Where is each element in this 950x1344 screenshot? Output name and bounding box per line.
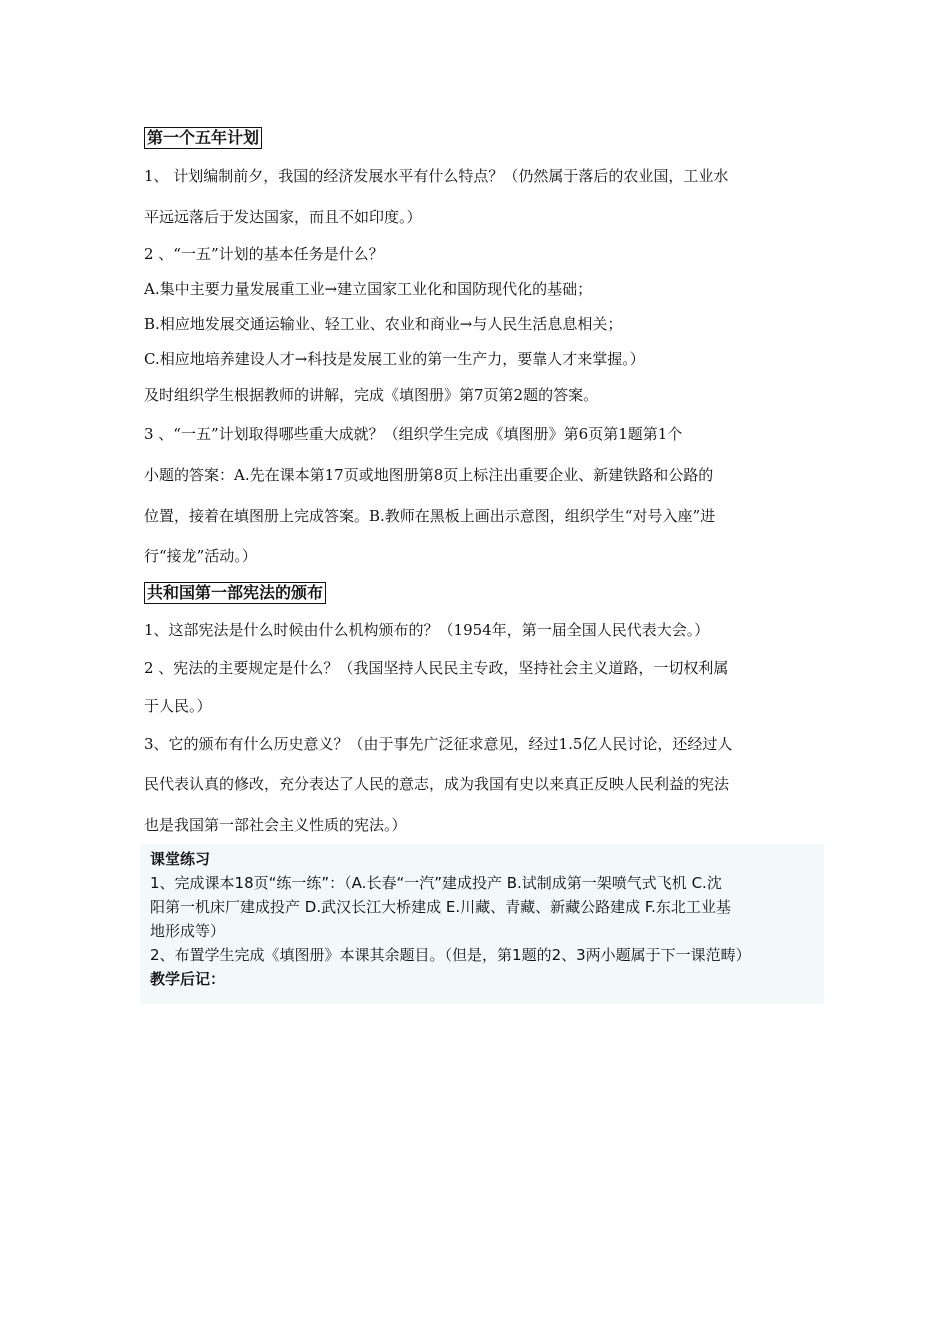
exercise-title: 课堂练习 <box>150 850 211 868</box>
text-line: 平远远落后于发达国家，而且不如印度。） <box>144 208 422 226</box>
section-heading-first-constitution: 共和国第一部宪法的颁布 <box>144 582 326 604</box>
text-line: 1、 计划编制前夕，我国的经济发展水平有什么特点？（仍然属于落后的农业国，工业水 <box>144 167 729 185</box>
exercise-line: 2、布置学生完成《填图册》本课其余题目。（但是，第1题的2、3两小题属于下一课范畴） <box>150 946 751 964</box>
text-line: B.相应地发展交通运输业、轻工业、农业和商业→与人民生活息息相关； <box>144 315 623 333</box>
text-line: 位置，接着在填图册上完成答案。B.教师在黑板上画出示意图，组织学生“对号入座”进 <box>144 507 716 525</box>
text-line: 也是我国第一部社会主义性质的宪法。） <box>144 816 407 834</box>
text-line: 2 、“一五”计划的基本任务是什么？ <box>144 245 384 263</box>
exercise-line: 阳第一机床厂建成投产 D.武汉长江大桥建成 E.川藏、青藏、新藏公路建成 F.东北工业基 <box>150 898 731 916</box>
text-line: 1、这部宪法是什么时候由什么机构颁布的？（1954年，第一届全国人民代表大会。） <box>144 621 710 639</box>
classroom-exercise-box <box>140 844 824 1004</box>
text-line: 3 、“一五”计划取得哪些重大成就？（组织学生完成《填图册》第6页第1题第1个 <box>144 425 683 443</box>
teaching-notes-label: 教学后记： <box>150 970 226 988</box>
section-heading-first-five-year-plan: 第一个五年计划 <box>144 127 262 149</box>
text-line: 民代表认真的修改，充分表达了人民的意志，成为我国有史以来真正反映人民利益的宪法 <box>144 775 730 793</box>
text-line: 3、它的颁布有什么历史意义？（由于事先广泛征求意见，经过1.5亿人民讨论，还经过人 <box>144 735 733 753</box>
text-line: 及时组织学生根据教师的讲解，完成《填图册》第7页第2题的答案。 <box>144 386 599 404</box>
text-line: 行“接龙”活动。） <box>144 547 257 565</box>
text-line: 2 、宪法的主要规定是什么？（我国坚持人民民主专政，坚持社会主义道路，一切权利属 <box>144 659 729 677</box>
text-line: 于人民。） <box>144 697 212 715</box>
text-line: 小题的答案：A.先在课本第17页或地图册第8页上标注出重要企业、新建铁路和公路的 <box>144 466 714 484</box>
text-line: A.集中主要力量发展重工业→建立国家工业化和国防现代化的基础； <box>144 280 593 298</box>
exercise-line: 1、完成课本18页“练一练”：（A.长春“一汽”建成投产 B.试制成第一架喷气式飞机 C.沈 <box>150 874 722 892</box>
exercise-line: 地形成等） <box>150 922 226 940</box>
text-line: C.相应地培养建设人才→科技是发展工业的第一生产力，要靠人才来掌握。） <box>144 350 645 368</box>
